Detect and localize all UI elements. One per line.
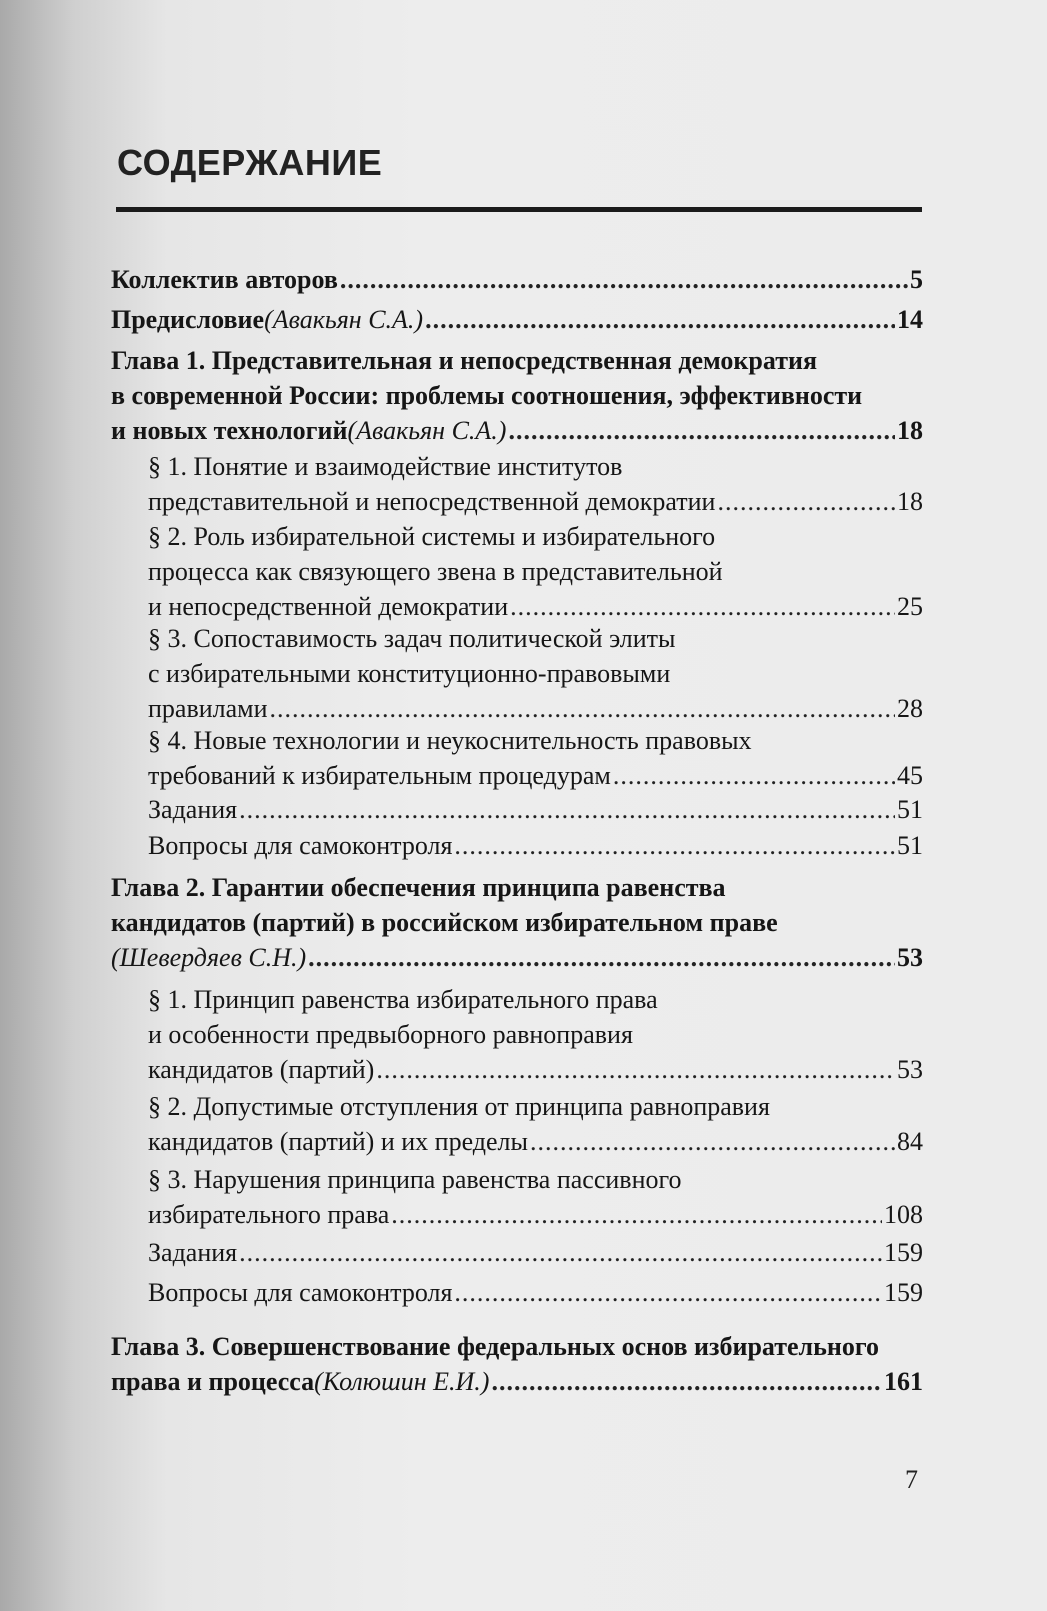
toc-page-number: 159 <box>884 1238 923 1267</box>
toc-entry-line: требований к избирательным процедурам <box>148 761 611 790</box>
toc-entry-author: (Авакьян С.А.) <box>347 416 507 445</box>
dot-leader <box>530 1124 895 1159</box>
toc-entry-line: с избирательными конституционно-правовыми <box>148 659 671 688</box>
toc-entry <box>148 828 923 863</box>
toc-entry-title: Предисловие <box>111 305 265 334</box>
toc-page-number: 84 <box>897 1127 923 1156</box>
dot-leader <box>270 691 895 726</box>
dot-leader <box>717 484 895 519</box>
toc-page-number: 51 <box>897 795 923 824</box>
toc-entry-title: Вопросы для самоконтроля <box>148 831 453 860</box>
toc-page-number: 161 <box>884 1367 923 1396</box>
toc-entry-author: (Авакьян С.А.) <box>264 305 424 334</box>
toc-entry-line: § 1. Понятие и взаимодействие институтов <box>148 452 623 481</box>
toc-entry-title: Задания <box>148 795 238 824</box>
toc-page-number: 5 <box>910 265 923 294</box>
toc-entry <box>148 519 923 624</box>
toc-entry <box>148 792 923 827</box>
toc-entry-line: кандидатов (партий) <box>148 1055 375 1084</box>
toc-entry <box>111 870 923 975</box>
dot-leader <box>454 1275 882 1310</box>
toc-page-number: 159 <box>884 1278 923 1307</box>
toc-page-number: 53 <box>897 943 923 972</box>
toc-entry-line: и новых технологий <box>111 416 348 445</box>
dot-leader <box>425 302 895 337</box>
toc-entry-line: Глава 2. Гарантии обеспечения принципа равенства <box>111 873 726 902</box>
toc-entry <box>111 302 923 337</box>
toc-entry-line: в современной России: проблемы соотношения, эффективности <box>111 381 863 410</box>
toc-entry <box>148 1235 923 1270</box>
page-number: 7 <box>905 1465 918 1494</box>
toc-entry <box>148 1089 923 1159</box>
toc-page-number: 51 <box>897 831 923 860</box>
toc-page-number: 28 <box>897 694 923 723</box>
dot-leader <box>391 1197 882 1232</box>
dot-leader <box>613 758 895 793</box>
toc-page-number: 18 <box>897 487 923 516</box>
toc-entry <box>148 982 923 1087</box>
page-title: СОДЕРЖАНИЕ <box>117 142 383 183</box>
toc-page-number: 25 <box>897 592 923 621</box>
toc-entry-line: представительной и непосредственной демократии <box>148 487 716 516</box>
toc-entry-author: (Шевердяев С.Н.) <box>111 943 307 972</box>
toc-entry-line: права и процесса <box>111 1367 315 1396</box>
toc-entry-line: кандидатов (партий) в российском избирательном праве <box>111 908 778 937</box>
dot-leader <box>508 413 895 448</box>
dot-leader <box>454 828 895 863</box>
toc-page-number: 18 <box>897 416 923 445</box>
toc-entry <box>148 723 923 793</box>
toc-entry-line: § 3. Нарушения принципа равенства пассивного <box>148 1165 682 1194</box>
toc-entry-title: Коллектив авторов <box>111 265 338 294</box>
dot-leader <box>491 1364 882 1399</box>
toc-entry-line: процесса как связующего звена в представительной <box>148 557 723 586</box>
toc-entry-line: избирательного права <box>148 1200 390 1229</box>
toc-entry <box>148 1162 923 1232</box>
toc-entry-line: кандидатов (партий) и их пределы <box>148 1127 528 1156</box>
toc-entry <box>148 621 923 726</box>
toc-page-number: 53 <box>897 1055 923 1084</box>
toc-entry-line: и особенности предвыборного равноправия <box>148 1020 633 1049</box>
dot-leader <box>376 1052 895 1087</box>
toc-entry <box>148 449 923 519</box>
toc-entry-line: § 2. Роль избирательной системы и избирательного <box>148 522 716 551</box>
toc-entry-line: § 3. Сопоставимость задач политической элиты <box>148 624 676 653</box>
toc-entry-author: (Колюшин Е.И.) <box>314 1367 490 1396</box>
toc-entry-title: Задания <box>148 1238 238 1267</box>
toc-entry-line: § 4. Новые технологии и неукоснительность правовых <box>148 726 752 755</box>
dot-leader <box>308 940 895 975</box>
dot-leader <box>239 1235 882 1270</box>
toc-entry-line: Глава 3. Совершенствование федеральных основ избирательного <box>111 1332 880 1361</box>
toc-entry <box>111 343 923 448</box>
toc-page-number: 14 <box>897 305 923 334</box>
toc-entry-line: § 1. Принцип равенства избирательного права <box>148 985 658 1014</box>
toc-entry-title: Вопросы для самоконтроля <box>148 1278 453 1307</box>
dot-leader <box>340 262 908 297</box>
dot-leader <box>510 589 895 624</box>
toc-entry <box>111 262 923 297</box>
toc-entry <box>111 1329 923 1399</box>
toc-entry <box>148 1275 923 1310</box>
toc-page-number: 45 <box>897 761 923 790</box>
toc-entry-line: и непосредственной демократии <box>148 592 509 621</box>
toc-entry-line: Глава 1. Представительная и непосредственная демократия <box>111 346 818 375</box>
dot-leader <box>239 792 895 827</box>
toc-entry-line: § 2. Допустимые отступления от принципа равноправия <box>148 1092 770 1121</box>
toc-entry-line: правилами <box>148 694 268 723</box>
toc-page-number: 108 <box>884 1200 923 1229</box>
title-underline <box>116 207 922 212</box>
